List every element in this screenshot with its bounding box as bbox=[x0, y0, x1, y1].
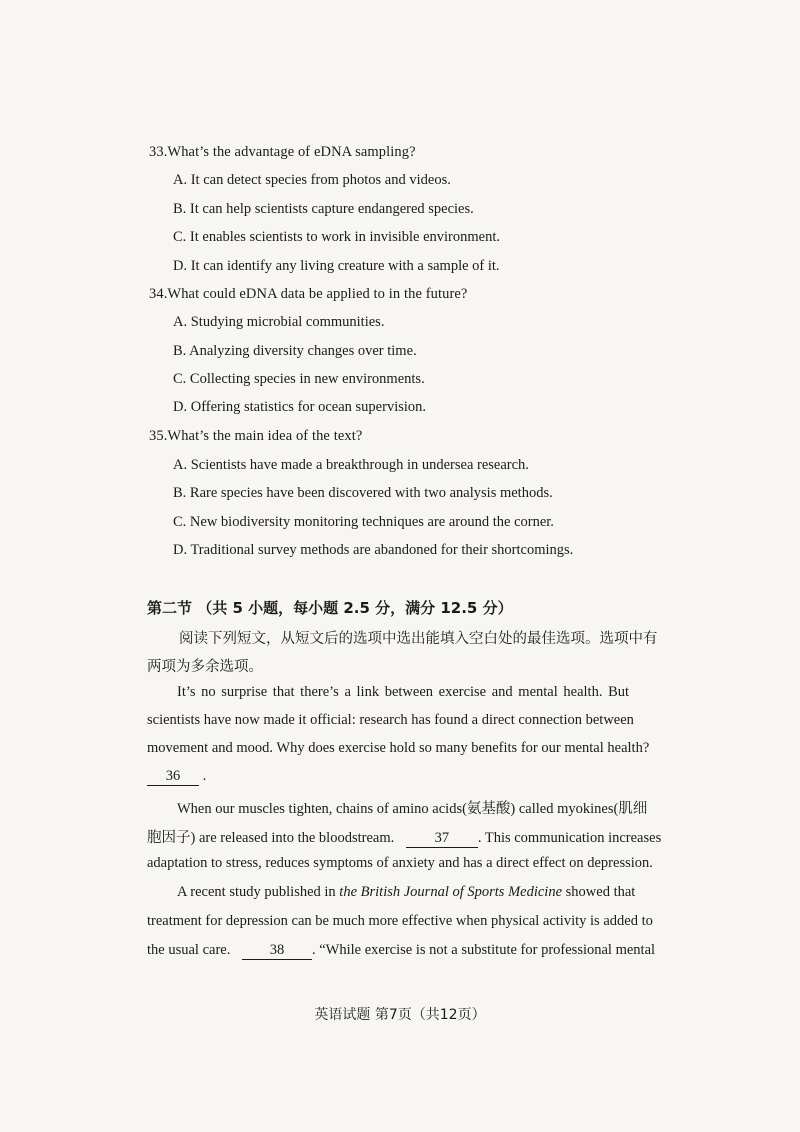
blank-36[interactable]: 36 bbox=[147, 768, 199, 786]
section-heading: 第二节 （共 5 小题，每小题 2.5 分，满分 12.5 分） bbox=[147, 599, 513, 617]
question-33-option-b: B. It can help scientists capture endangered species. bbox=[173, 201, 474, 217]
passage-p1-line2: scientists have now made it official: research has found a direct connection between bbox=[147, 712, 634, 728]
question-35-option-d: D. Traditional survey methods are abandoned for their shortcomings. bbox=[173, 542, 574, 558]
passage-p2-line2-start: 胞因子) are released into the bloodstream. bbox=[147, 830, 395, 846]
passage-p2-line1: When our muscles tighten, chains of amino acids(氨基酸) called myokines(肌细 bbox=[177, 801, 648, 817]
question-35-stem: 35.What’s the main idea of the text? bbox=[149, 428, 363, 444]
question-34-option-a: A. Studying microbial communities. bbox=[173, 314, 385, 330]
question-33-option-c: C. It enables scientists to work in invisible environment. bbox=[173, 229, 501, 245]
question-35-option-c: C. New biodiversity monitoring techniques are around the corner. bbox=[173, 514, 554, 530]
question-35-option-a: A. Scientists have made a breakthrough in undersea research. bbox=[173, 457, 529, 473]
passage-p1-line1: It’s no surprise that there’s a link between exercise and mental health. But bbox=[177, 684, 630, 700]
question-34-stem: 34.What could eDNA data be applied to in the future? bbox=[149, 286, 468, 302]
passage-p3-line1-start: A recent study published in bbox=[177, 884, 340, 900]
passage-p3-line1 bbox=[177, 884, 635, 901]
journal-title: the British Journal of Sports Medicine bbox=[339, 884, 563, 900]
blank-38[interactable]: 38 bbox=[242, 942, 312, 960]
passage-p3-line3-end: . “While exercise is not a substitute for professional mental bbox=[311, 942, 656, 958]
section-instruction-line2: 两项为多余选项。 bbox=[147, 659, 263, 675]
blank-37[interactable]: 37 bbox=[406, 830, 478, 848]
question-34-option-c: C. Collecting species in new environments. bbox=[173, 371, 425, 387]
question-34-option-b: B. Analyzing diversity changes over time. bbox=[173, 343, 417, 359]
passage-p3-line2: treatment for depression can be much more effective when physical activity is added to bbox=[147, 913, 653, 929]
passage-p2-line2 bbox=[147, 826, 661, 848]
page-footer: 英语试题 第7页（共12页） bbox=[314, 1007, 486, 1023]
passage-p2-line2-end: . This communication increases bbox=[477, 830, 662, 846]
blank-36-period: . bbox=[202, 768, 207, 784]
passage-p3-line3-start: the usual care. bbox=[147, 942, 231, 958]
question-34-option-d: D. Offering statistics for ocean supervision. bbox=[173, 399, 427, 415]
question-33-option-a: A. It can detect species from photos and videos. bbox=[173, 172, 451, 188]
passage-p1-line4 bbox=[147, 768, 206, 786]
question-33-stem: 33.What’s the advantage of eDNA sampling? bbox=[149, 144, 416, 160]
question-33-option-d: D. It can identify any living creature with a sample of it. bbox=[173, 258, 500, 274]
passage-p3-line1-end: showed that bbox=[562, 884, 636, 900]
question-35-option-b: B. Rare species have been discovered with two analysis methods. bbox=[173, 485, 553, 501]
passage-p3-line3 bbox=[147, 942, 655, 960]
section-instruction-line1: 阅读下列短文，从短文后的选项中选出能填入空白处的最佳选项。选项中有 bbox=[179, 631, 658, 647]
passage-p1-line3: movement and mood. Why does exercise hold so many benefits for our mental health? bbox=[147, 740, 650, 756]
passage-p2-line3: adaptation to stress, reduces symptoms of anxiety and has a direct effect on depression. bbox=[147, 855, 653, 871]
